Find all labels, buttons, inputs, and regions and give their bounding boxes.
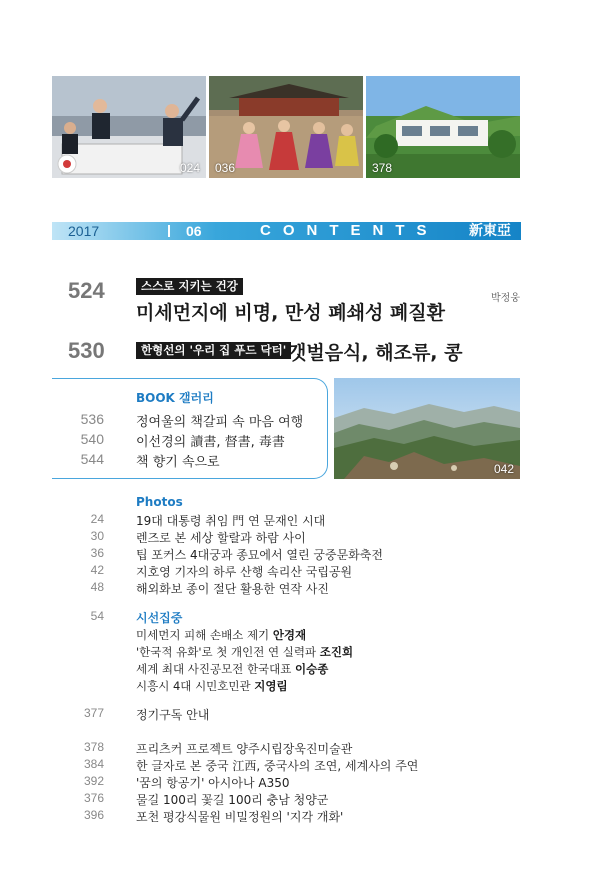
focus-item[interactable]	[136, 661, 328, 677]
item-title: '꿈의 항공기' 아시아나 A350	[136, 776, 290, 790]
list-item[interactable]	[52, 546, 522, 564]
item-page-number: 376	[83, 791, 104, 805]
feature-title[interactable]: 미세먼지에 비명, 만성 폐쇄성 폐질환	[136, 302, 445, 324]
item-title: 프리츠커 프로젝트 양주시립장욱진미술관	[136, 742, 353, 756]
thumbnail-page-number: 036	[215, 161, 236, 175]
thumbnail-palace-festival[interactable]	[209, 76, 363, 178]
item-page-number: 544	[80, 451, 104, 467]
subscription-item[interactable]	[52, 706, 522, 724]
focus-person-name: 지영림	[254, 679, 288, 693]
item-page-number: 540	[80, 431, 104, 447]
list-item[interactable]	[52, 580, 522, 598]
item-title: 책 향기 속으로	[136, 455, 220, 470]
item-title: 정기구독 안내	[136, 708, 210, 722]
item-title: 지호영 기자의 하루 산행 속리산 국립공원	[136, 565, 353, 579]
feature-title[interactable]: 갯벌음식, 해조류, 콩	[288, 342, 463, 364]
feature-page-number: 524	[68, 278, 105, 303]
item-page-number: 36	[90, 546, 104, 560]
thumbnail-page-number: 378	[372, 161, 393, 175]
feature-tag: 스스로 지키는 건강	[136, 278, 243, 295]
list-item[interactable]	[52, 774, 522, 792]
focus-item[interactable]	[136, 627, 306, 643]
focus-heading: 시선집중	[136, 611, 183, 625]
item-page-number: 377	[83, 706, 104, 720]
focus-item-text: 세계 최대 사진공모전 한국대표	[136, 662, 296, 676]
focus-item[interactable]	[136, 678, 288, 694]
thumbnail-page-number: 024	[179, 161, 200, 175]
list-item[interactable]	[52, 757, 522, 775]
item-page-number: 42	[90, 563, 104, 577]
item-title: 물길 100리 꽃길 100리 충남 청양군	[136, 793, 329, 807]
item-title: 정여울의 책갈피 속 마음 여행	[136, 415, 304, 430]
issue-month: 06	[186, 223, 202, 239]
list-item[interactable]	[52, 808, 522, 826]
item-title: 해외화보 종이 절단 활용한 연작 사진	[136, 582, 329, 596]
list-item[interactable]	[52, 529, 522, 547]
item-title: 팁 포커스 4대궁과 종묘에서 열린 궁중문화축전	[136, 548, 383, 562]
focus-item-text: 미세먼지 피해 손배소 제기	[136, 628, 273, 642]
list-item[interactable]	[52, 791, 522, 809]
item-page-number: 48	[90, 580, 104, 594]
thumbnail-inauguration[interactable]	[52, 76, 206, 178]
item-title: 이선경의 讀書, 督書, 毒書	[136, 435, 285, 450]
issue-year: 2017	[68, 223, 100, 239]
header-divider	[168, 225, 170, 237]
focus-person-name: 안경재	[272, 628, 307, 642]
item-page-number: 24	[90, 512, 104, 526]
item-page-number: 536	[80, 411, 104, 427]
focus-person-name: 조진희	[319, 645, 354, 659]
book-gallery-heading: BOOK 갤러리	[136, 391, 214, 405]
list-item[interactable]	[52, 563, 522, 581]
photos-heading: Photos	[136, 495, 183, 509]
magazine-logo: 新東亞	[469, 223, 511, 239]
focus-item-text: '한국적 유화'로 첫 개인전 연 실력파	[136, 645, 320, 659]
contents-header-bar	[52, 222, 521, 240]
focus-page-number: 54	[90, 609, 104, 623]
contents-title: CONTENTS	[260, 222, 439, 239]
focus-item-text: 시흥시 4대 시민호민관	[136, 679, 255, 693]
list-item[interactable]	[52, 512, 522, 530]
feature-page-number: 530	[68, 338, 105, 363]
list-item[interactable]	[52, 740, 522, 758]
focus-item[interactable]	[136, 644, 353, 660]
mountain-landscape-photo	[334, 378, 520, 479]
item-title: 한 글자로 본 중국 江西, 중국사의 조연, 세계사의 주연	[136, 759, 419, 773]
item-page-number: 30	[90, 529, 104, 543]
item-page-number: 384	[83, 757, 104, 771]
item-page-number: 392	[83, 774, 104, 788]
book-gallery-photo[interactable]	[334, 378, 520, 479]
item-title: 포천 평강식물원 비밀정원의 '지각 개화'	[136, 810, 344, 824]
feature-tag: 한형선의 '우리 집 푸드 닥터'	[136, 342, 291, 359]
photo-page-number: 042	[493, 462, 514, 476]
item-page-number: 396	[83, 808, 104, 822]
focus-person-name: 이승종	[295, 662, 329, 676]
item-title: 렌즈로 본 세상 할랄과 하람 사이	[136, 531, 306, 545]
feature-author: 박정웅	[491, 293, 520, 304]
item-page-number: 378	[83, 740, 104, 754]
item-title: 19대 대통령 취임 門 연 문재인 시대	[136, 514, 326, 528]
thumbnail-museum[interactable]	[366, 76, 520, 178]
